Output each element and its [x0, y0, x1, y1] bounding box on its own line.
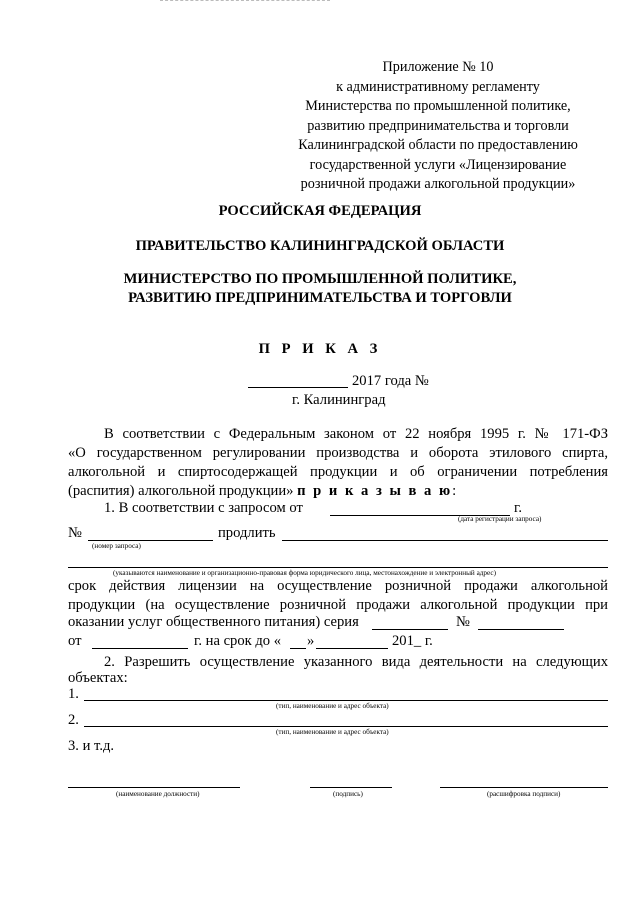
preamble-order-word: п р и к а з ы в а ю	[297, 483, 453, 499]
order-title: П Р И К А З	[258, 341, 382, 357]
from-date-blank	[92, 648, 188, 649]
appendix-line: развитию предпринимательства и торговли	[307, 117, 569, 134]
caption-signature: (подпись)	[333, 790, 363, 798]
order-city: г. Калининград	[292, 392, 386, 408]
object-2-blank	[84, 726, 608, 727]
caption-decode: (расшифровка подписи)	[487, 790, 561, 798]
object-1-blank	[84, 700, 608, 701]
caption-object-1: (тип, наименование и адрес объекта)	[276, 702, 389, 710]
month-blank	[316, 648, 388, 649]
item1-g: г.	[514, 500, 522, 516]
heading-ministry-1: МИНИСТЕРСТВО ПО ПРОМЫШЛЕННОЙ ПОЛИТИКЕ,	[123, 271, 517, 287]
applicant-blank	[68, 567, 608, 568]
preamble-text: (распития) алкогольной продукции»	[68, 483, 294, 499]
preamble-line-4	[68, 483, 456, 500]
quote-close: »	[307, 633, 315, 649]
appendix-line: к административному регламенту	[336, 78, 540, 95]
appendix-line: Калининградской области по предоставлению	[298, 137, 578, 153]
license-number-sign: №	[456, 614, 470, 630]
preamble-line: В соответствии с Федеральным законом от 22 ноября 1995 г. № 171-ФЗ	[104, 426, 608, 442]
from-label: от	[68, 633, 82, 649]
item2-line1: 2. Разрешить осуществление указанного вида деятельности на следующих	[104, 654, 608, 670]
caption-object-2: (тип, наименование и адрес объекта)	[276, 728, 389, 736]
extend-blank	[282, 540, 608, 541]
license-line-3: оказании услуг общественного питания) серия	[68, 614, 359, 630]
year-201: 201_ г.	[392, 633, 433, 649]
heading-federation: РОССИЙСКАЯ ФЕДЕРАЦИЯ	[218, 203, 422, 219]
caption-position: (наименование должности)	[116, 790, 200, 798]
item1-number-sign: №	[68, 525, 82, 541]
caption-applicant: (указываются наименование и организационно-правовая форма юридического лица, местонахождение и электронный адрес)	[113, 569, 496, 577]
license-number-blank	[478, 629, 564, 630]
appendix-line: государственной услуги «Лицензирование	[309, 156, 567, 173]
license-line: продукции (на осуществление розничной продажи алкогольной продукции при	[68, 597, 608, 613]
appendix-line: Приложение № 10	[382, 59, 494, 75]
position-blank	[68, 787, 240, 788]
scan-artifact	[160, 0, 330, 4]
object-etc: 3. и т.д.	[68, 738, 115, 754]
signature-blank	[310, 787, 392, 788]
license-line: срок действия лицензии на осуществление розничной продажи алкогольной	[68, 578, 608, 594]
order-year: 2017 года №	[352, 373, 429, 389]
series-blank	[372, 629, 448, 630]
item1-extend: продлить	[218, 525, 276, 541]
appendix-block	[270, 58, 606, 195]
heading-government: ПРАВИТЕЛЬСТВО КАЛИНИНГРАДСКОЙ ОБЛАСТИ	[135, 238, 505, 254]
request-number-blank	[88, 540, 213, 541]
appendix-line: Министерства по промышленной политике,	[305, 98, 571, 114]
preamble-line: алкогольной и спиртосодержащей продукции и об ограничении потребления	[68, 464, 608, 480]
date-blank	[248, 387, 348, 388]
object-1-label: 1.	[68, 686, 79, 702]
caption-request-date: (дата регистрации запроса)	[458, 515, 542, 523]
preamble-line: «О государственном регулировании производства и оборота этилового спирта,	[68, 445, 608, 461]
day-blank	[290, 648, 306, 649]
decode-blank	[440, 787, 608, 788]
heading-ministry-2: РАЗВИТИЮ ПРЕДПРИНИМАТЕЛЬСТВА И ТОРГОВЛИ	[128, 290, 512, 306]
caption-request-number: (номер запроса)	[92, 542, 141, 550]
preamble-colon: :	[452, 483, 457, 499]
object-2-label: 2.	[68, 712, 79, 728]
item1-prefix: 1. В соответствии с запросом от	[104, 500, 303, 516]
item2-line2: объектах:	[68, 670, 128, 686]
term-label: г. на срок до «	[194, 633, 282, 649]
appendix-line: розничной продажи алкогольной продукции»	[300, 176, 576, 192]
